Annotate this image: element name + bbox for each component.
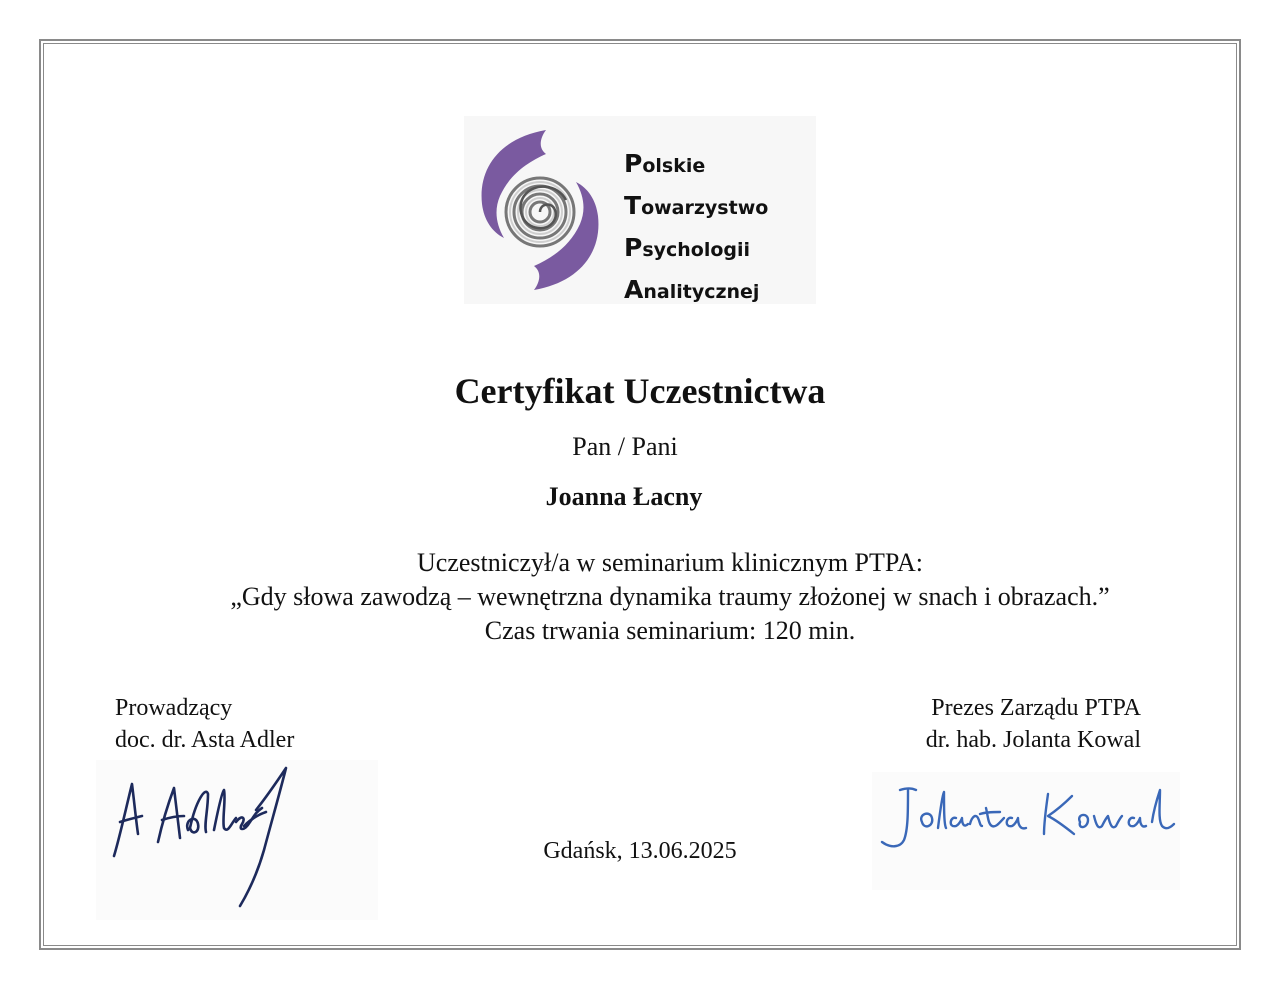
- logo-line: Psychologii: [624, 233, 751, 262]
- logo-line: Analitycznej: [624, 275, 760, 304]
- logo-line: Towarzystwo: [624, 191, 769, 220]
- president-signature: [872, 772, 1180, 890]
- seminar-title: „Gdy słowa zawodzą – wewnętrzna dynamika traumy złożonej w snach i obrazach.”: [230, 582, 1110, 611]
- logo-line: Polskie: [624, 149, 706, 178]
- seminar-duration: Czas trwania seminarium: 120 min.: [484, 616, 856, 645]
- instructor-role: Prowadzący: [115, 695, 233, 721]
- logo-wordmark: [624, 144, 768, 312]
- salutation: Pan / Pani: [572, 432, 678, 461]
- spiral-s-logo-icon: [470, 124, 610, 296]
- place-and-date: Gdańsk, 13.06.2025: [543, 838, 737, 864]
- certificate-title: Certyfikat Uczestnictwa: [454, 371, 826, 411]
- president-role: Prezes Zarządu PTPA: [931, 695, 1141, 721]
- instructor-signature: [96, 760, 378, 920]
- recipient-name: Joanna Łacny: [545, 482, 703, 511]
- ptpa-logo: [464, 116, 816, 304]
- instructor-name: doc. dr. Asta Adler: [115, 727, 295, 753]
- participation-statement: Uczestniczył/a w seminarium klinicznym PTPA:: [417, 548, 923, 577]
- president-name: dr. hab. Jolanta Kowal: [925, 727, 1141, 753]
